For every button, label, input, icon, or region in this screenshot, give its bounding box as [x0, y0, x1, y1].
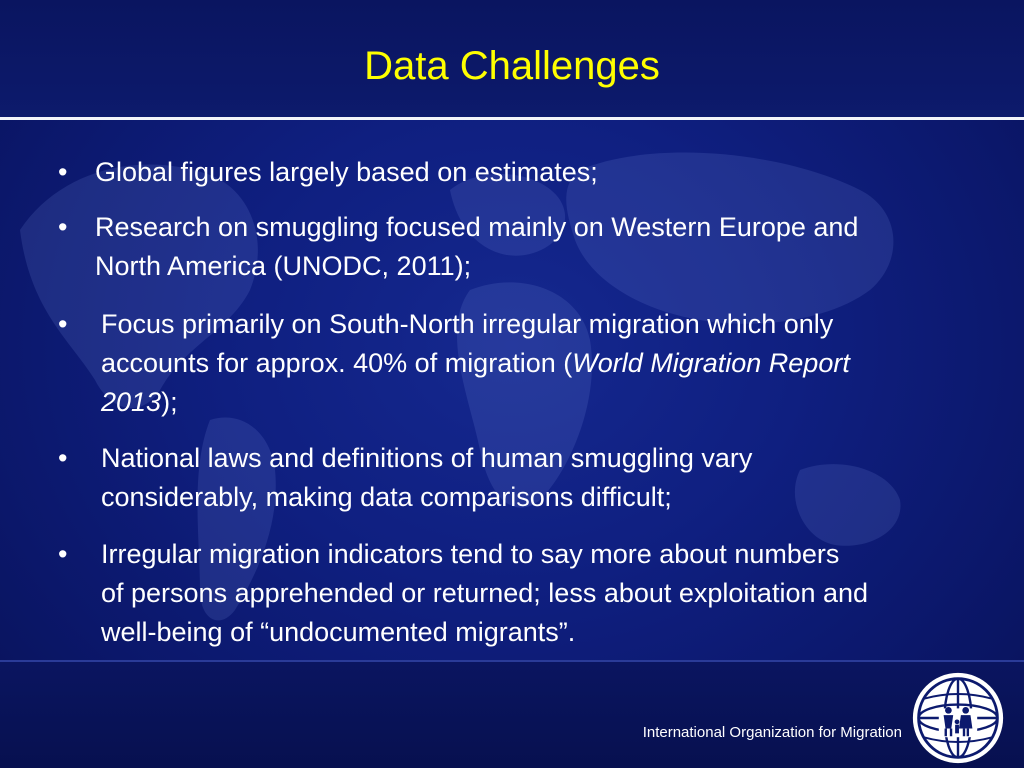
bullet-text-line: well-being of “undocumented migrants”.	[101, 617, 576, 647]
bullet-text-line: Research on smuggling focused mainly on Western Europe and	[95, 212, 859, 242]
bullet-marker: •	[58, 212, 68, 242]
organization-name: International Organization for Migration	[642, 724, 902, 741]
iom-logo-icon	[910, 670, 1006, 766]
bullet-text-line: National laws and definitions of human smuggling vary	[101, 443, 753, 473]
bullet-marker: •	[58, 539, 68, 569]
bullet-marker: •	[58, 157, 68, 187]
bullet-text-line: Focus primarily on South-North irregular migration which only	[101, 309, 834, 339]
bullet-item	[58, 153, 958, 192]
report-year-italic: 2013	[101, 387, 162, 417]
bullet-item	[58, 305, 958, 422]
bullet-text-line: of persons apprehended or returned; less about exploitation and	[101, 578, 869, 608]
report-title-italic: World Migration Report	[572, 348, 850, 378]
footer-band	[0, 660, 1024, 768]
bullet-text-line	[101, 344, 850, 383]
bullet-marker: •	[58, 443, 68, 473]
bullet-item	[58, 208, 958, 286]
bullet-text-line: considerably, making data comparisons difficult;	[101, 482, 672, 512]
bullet-text-line: North America (UNODC, 2011);	[95, 251, 472, 281]
slide-title: Data Challenges	[364, 44, 660, 88]
bullet-marker: •	[58, 309, 68, 339]
bullet-text: Global figures largely based on estimates;	[95, 157, 598, 187]
bullet-item	[58, 535, 978, 652]
bullet-text-segment: );	[161, 387, 178, 417]
bullet-text-line	[101, 383, 178, 422]
bullet-text-segment: accounts for approx. 40% of migration (	[101, 348, 573, 378]
bullet-item	[58, 439, 958, 517]
bullet-text-line: Irregular migration indicators tend to say more about numbers	[101, 539, 840, 569]
